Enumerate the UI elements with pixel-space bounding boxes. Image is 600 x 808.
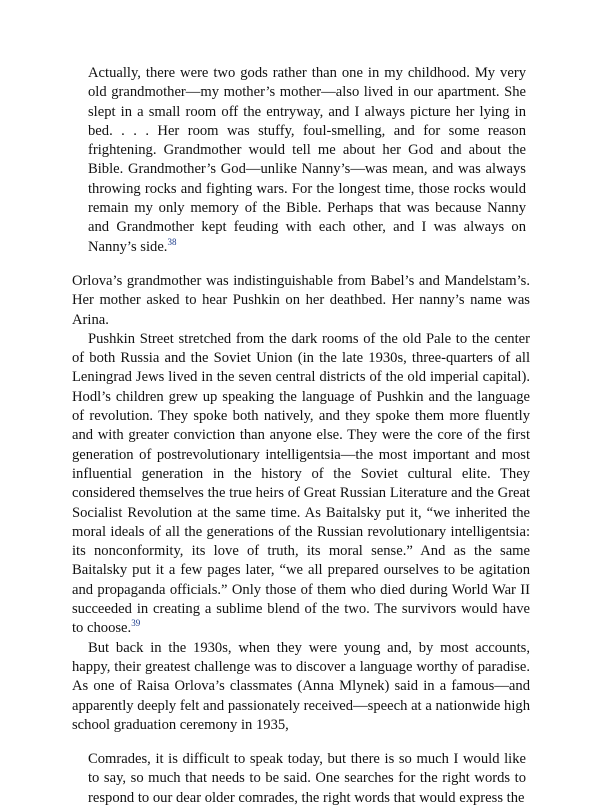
footnote-ref-38[interactable]: 38	[167, 236, 177, 247]
block-quote-grandmother	[72, 64, 530, 257]
footnote-ref-39[interactable]: 39	[131, 618, 141, 629]
body-paragraph-1930s	[72, 639, 530, 735]
quote-text: Actually, there were two gods rather than one in my childhood. My very old grandmother—my mother’s mother—also lived in our apartment. She slept in a small room off the entryway, and I always picture her lying in bed. . . . Her room was stuffy, foul-smelling, and for some reason frightening. Grandmother would tell me about her God and about the Bible. Grandmother’s God—unlike Nanny’s—was mean, and was always throwing rocks and fighting wars. For the longest time, those rocks would remain my only memory of the Bible. Perhaps that was because Nanny and Grandmother kept feuding with each other, and I was always on Nanny’s side.	[88, 65, 526, 255]
quote-paragraph	[88, 64, 526, 257]
quote-text: Comrades, it is difficult to speak today, but there is so much I would like to say, so much that needs to be said. One searches for the right words to respond to our dear older comrades, the right words that would express the	[88, 751, 526, 806]
quote-paragraph	[88, 750, 526, 808]
body-paragraph-orlova	[72, 272, 530, 330]
paragraph-text: But back in the 1930s, when they were young and, by most accounts, happy, their greatest challenge was to discover a language worthy of paradise. As one of Raisa Orlova’s classmates (Anna Mlynek) said in a famous—and apparently deeply felt and passionately received—speech at a nationwide high school graduation ceremony in 1935,	[72, 639, 530, 733]
body-paragraph-pushkin-street	[72, 330, 530, 639]
paragraph-text: Orlova’s grandmother was indistinguishable from Babel’s and Mandelstam’s. Her mother asked to hear Pushkin on her deathbed. Her nanny’s name was Arina.	[72, 272, 530, 328]
paragraph-text: Pushkin Street stretched from the dark rooms of the old Pale to the center of both Russia and the Soviet Union (in the late 1930s, three-quarters of all Leningrad Jews lived in the seven central districts of the old imperial capital). Hodl’s children grew up speaking the language of Pushkin and the language of revolution. They spoke both natively, and they spoke them more fluently and with greater conviction than anyone else. They were the core of the first generation of postrevolutionary intelligentsia—the most important and most influential generation in the history of the Soviet cultural elite. They considered themselves the true heirs of Great Russian Literature and the Great Socialist Revolution at the same time. As Baitalsky put it, “we inherited the moral ideals of all the generations of the Russian revolutionary intelligentsia: its nonconformity, its love of truth, its moral sense.” And as the same Baitalsky put it a few pages later, “we all prepared ourselves to be agitation and propaganda officials.” Only those of them who died during World War II succeeded in creating a sublime blend of the two. The survivors would have to choose.	[72, 330, 530, 637]
block-quote-comrades	[72, 750, 530, 808]
body-text	[72, 272, 530, 735]
